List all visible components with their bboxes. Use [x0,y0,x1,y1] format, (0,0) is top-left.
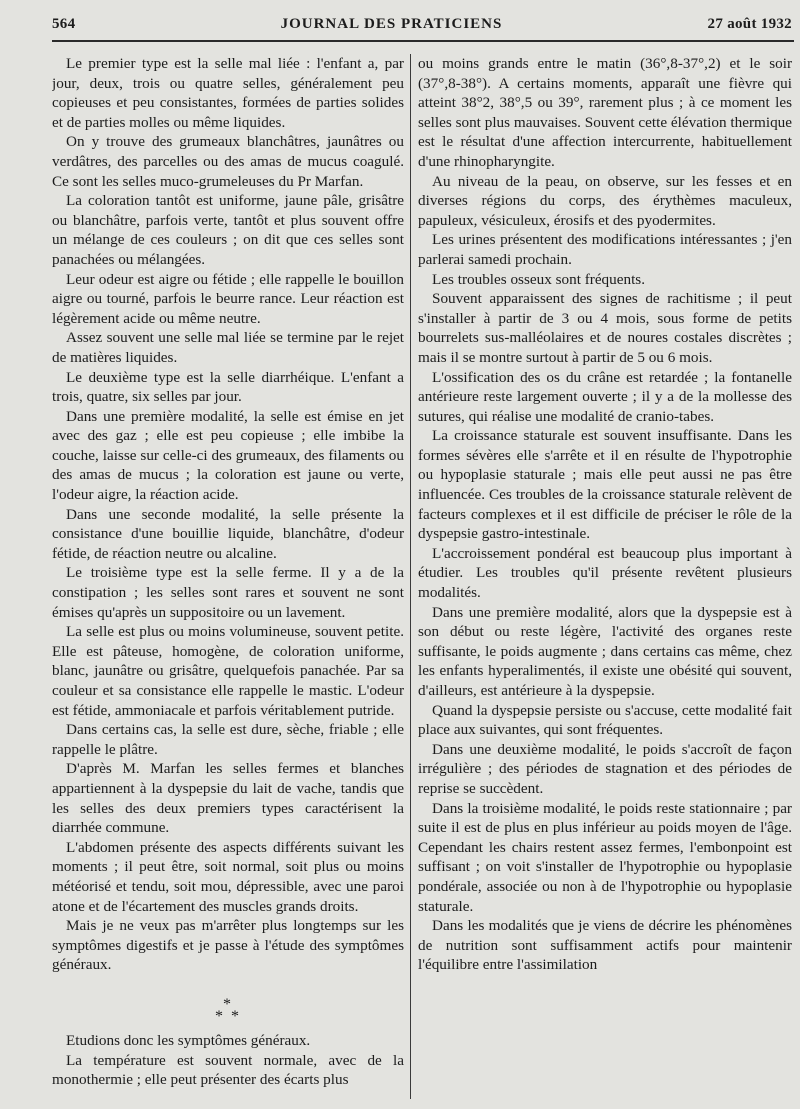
paragraph: Au niveau de la peau, on observe, sur les fesses et en diverses régions du corps, des érythèmes maculeux, papuleux, vésiculeux, érosifs et des pyodermites. [418,172,792,229]
paragraph: La température est souvent normale, avec de la monothermie ; elle peut présenter des écarts plus [52,1051,404,1089]
paragraph: Dans une première modalité, alors que la dyspepsie est à son début ou reste légère, l'activité des organes reste suffisante, le poids augmente ; dans certains cas même, chez les enfants hyperalimentés, il existe une obésité qui souvent, d'ailleurs, est antérieure à la dyspepsie. [418,603,792,699]
paragraph: Souvent apparaissent des signes de rachitisme ; il peut s'installer à partir de 3 ou 4 mois, sous forme de petits bourrelets sus-malléolaires et de noures costales discrètes ; mais il se montre surtout à partir de 5 ou 6 mois. [418,290,792,366]
paragraph: Le premier type est la selle mal liée : l'enfant a, par jour, deux, trois ou quatre selles, généralement peu copieuses et peu consistantes, formées de parties solides et de parties molles ou même liquides. [52,55,404,131]
paragraph: Dans certains cas, la selle est dure, sèche, friable ; elle rappelle le plâtre. [52,721,404,758]
paragraph: Dans une première modalité, la selle est émise en jet avec des gaz ; elle est peu copieuse ; elle imbibe la couche, laisse sur celle-ci des grumeaux, des filaments ou des amas de mucus ; la coloration est jaune ou verte, l'odeur aigre, la réaction acide. [52,407,404,504]
header-rule [52,40,794,42]
page-number: 564 [52,16,76,32]
paragraph: Etudions donc les symptômes généraux. [66,1031,311,1049]
issue-date: 27 août 1932 [707,16,792,32]
paragraph: Le deuxième type est la selle diarrhéique. L'enfant a trois, quatre, six selles par jour. [52,368,404,406]
paragraph: Les troubles osseux sont fréquents. [432,270,646,288]
paragraph: Leur odeur est aigre ou fétide ; elle rappelle le bouillon aigre ou tourné, parfois le beurre rance. Leur réaction est légèrement acide ou même neutre. [52,270,404,327]
paragraph: D'après M. Marfan les selles fermes et blanches appartiennent à la dyspepsie du lait de vache, tandis que les selles des deux premiers types caractérisent la diarrhée commune. [52,760,404,837]
paragraph: La coloration tantôt est uniforme, jaune pâle, grisâtre ou blanchâtre, parfois verte, tantôt et plus souvent offre un mélange de ces couleurs ; on dit que ces selles sont panachées ou mélangées. [52,192,404,268]
paragraph: ou moins grands entre le matin (36°,8-37°,2) et le soir (37°,8-38°). A certains moments, apparaît une fièvre qui atteint 38°2, 38°,5 ou 39°, rarement plus ; à ce moment les selles sont plus mauvaises. Souvent cette élévation thermique est le résultat d'une affection intercurrente, habituellement d'une rhinopharyngite. [418,55,792,170]
paragraph: La croissance staturale est souvent insuffisante. Dans les formes sévères elle s'arrête et il en résulte de l'hypotrophie ou hypoplasie staturale ; mais elle peut aussi ne pas être influencée. Ces troubles de la croissance staturale relèvent de facteurs complexes et il est difficile de préciser le rôle de la dyspepsie gastro-intestinale. [418,427,792,543]
paragraph: Assez souvent une selle mal liée se termine par le rejet de matières liquides. [52,329,404,366]
journal-title: JOURNAL DES PRATICIENS [280,16,503,32]
left-column [52,54,404,1104]
column-divider [410,54,411,1099]
paragraph: Les urines présentent des modifications intéressantes ; j'en parlerai samedi prochain. [418,231,792,268]
paragraph: L'ossification des os du crâne est retardée ; la fontanelle antérieure reste largement ouverte ; il y a de la mollesse des sutures, qui réalise une modalité de cranio-tabes. [418,368,792,425]
paragraph: La selle est plus ou moins volumineuse, souvent petite. Elle est pâteuse, homogène, de coloration uniforme, blanc, jaunâtre ou grisâtre, quelquefois panachée. Par sa couleur et sa consistance elle rappelle le mastic. L'odeur est fétide, ammoniacale et parfois véritablement putride. [52,623,404,719]
page-header [52,16,792,40]
paragraph: Quand la dyspepsie persiste ou s'accuse, cette modalité fait place aux suivantes, qui sont fréquentes. [418,701,792,739]
section-separator [52,995,404,1025]
paragraph: L'abdomen présente des aspects différents suivant les moments ; il peut être, soit normal, soit plus ou moins météorisé et tendu, soit mou, dépressible, avec une paroi atone et de l'écartement des muscles grands droits. [52,838,404,915]
paragraph: Dans une deuxième modalité, le poids s'accroît de façon irrégulière ; des périodes de stagnation et des périodes de reprise se succèdent. [418,740,792,797]
separator-star-top: * [223,995,233,1013]
paragraph: Dans les modalités que je viens de décrire les phénomènes de nutrition sont suffisamment actifs pour maintenir l'équilibre entre l'assimilation [418,917,792,974]
separator-stars-bottom: * * [215,1007,241,1025]
right-column [418,54,792,1104]
paragraph: Mais je ne veux pas m'arrêter plus longtemps sur les symptômes digestifs et je passe à l'étude des symptômes généraux. [52,917,404,974]
paragraph: On y trouve des grumeaux blanchâtres, jaunâtres ou verdâtres, des parcelles ou des amas de mucus coagulé. Ce sont les selles muco-grumeleuses du Pr Marfan. [52,133,404,190]
paragraph: Dans la troisième modalité, le poids reste stationnaire ; par suite il est de plus en plus inférieur au poids moyen de l'âge. Cependant les chairs restent assez fermes, l'embonpoint est suffisant ; on voit s'installer de l'hypotrophie ou hypoplasie pondérale, associée ou non à de l'hypotrophie ou hypoplasie staturale. [418,799,792,915]
paragraph: Le troisième type est la selle ferme. Il y a de la constipation ; les selles sont rares et souvent ne sont émises qu'après un suppositoire ou un lavement. [52,564,404,621]
paragraph: Dans une seconde modalité, la selle présente la consistance d'une bouillie liquide, blanchâtre, d'odeur fétide, de réaction neutre ou alcaline. [52,505,404,562]
paragraph: L'accroissement pondéral est beaucoup plus important à étudier. Les troubles qu'il présente revêtent plusieurs modalités. [418,544,792,602]
